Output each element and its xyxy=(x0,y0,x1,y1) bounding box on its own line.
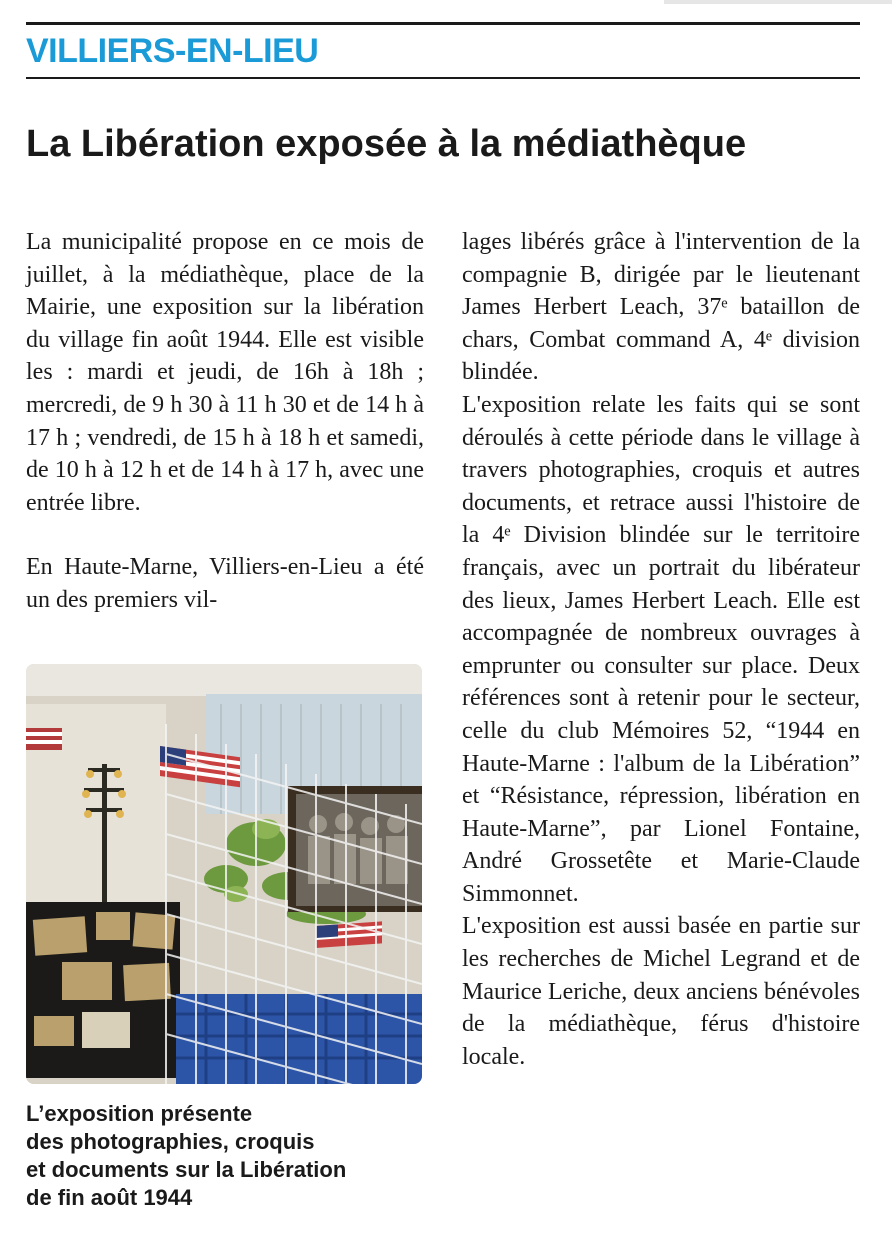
paragraph-research: L'exposition est aussi basée en partie sur les recherches de Michel Legrand et de Maurice Leriche, deux anciens bénévoles de la médiathèque, férus d'histoire locale. xyxy=(462,913,860,1070)
section-bottom-rule xyxy=(26,77,860,79)
article-column-left xyxy=(26,226,424,617)
article-headline: La Libération exposée à la médiathèque xyxy=(26,123,747,165)
section-top-rule xyxy=(26,22,860,25)
paragraph-exhibition-content: L'exposition relate les faits qui se sont déroulés à cette période dans le village à travers photographies, croquis et autres documents, et retrace aussi l'histoire de la 4ᵉ Division blindée sur le territoire français, avec un portrait du libérateur des lieux, James Herbert Leach. Elle est accompagnée de nombreux ouvrages à emprunter ou consulter sur place. Deux références sont à retenir pour le secteur, celle du club Mémoires 52, “1944 en Haute-Marne : l'album de la Libération” et “Résistance, répression, libération en Haute-Marne”, par Lionel Fontaine, André Grossetête et Marie-Claude Simmonnet. xyxy=(462,391,860,907)
article-column-right xyxy=(462,226,860,1073)
exhibition-photo xyxy=(26,664,422,1084)
paragraph-liberation-units: lages libérés grâce à l'intervention de la compagnie B, dirigée par le lieutenant James Herbert Leach, 37ᵉ bataillon de chars, Combat command A, 4ᵉ division blindée. xyxy=(462,229,860,386)
paragraph-haute-marne: En Haute-Marne, Villiers-en-Lieu a été un des premiers vil- xyxy=(26,554,424,613)
paragraph-schedule: La municipalité propose en ce mois de juillet, à la médiathèque, place de la Mairie, une exposition sur la libération du village fin août 1944. Elle est visible les : mardi et jeudi, de 16h à 18h ; mercredi, de 9 h 30 à 11 h 30 et de 14 h à 17 h ; vendredi, de 15 h à 18 h et samedi, de 10 h à 12 h et de 14 h à 17 h, avec une entrée libre. xyxy=(26,229,424,516)
caption-line: L’exposition présente xyxy=(26,1101,253,1126)
caption-line: de fin août 1944 xyxy=(26,1185,193,1210)
photo-caption xyxy=(26,1100,426,1212)
page-corner-tab xyxy=(664,0,892,4)
section-title: VILLIERS-EN-LIEU xyxy=(26,32,319,70)
caption-line: des photographies, croquis xyxy=(26,1129,315,1154)
caption-line: et documents sur la Libération xyxy=(26,1157,347,1182)
